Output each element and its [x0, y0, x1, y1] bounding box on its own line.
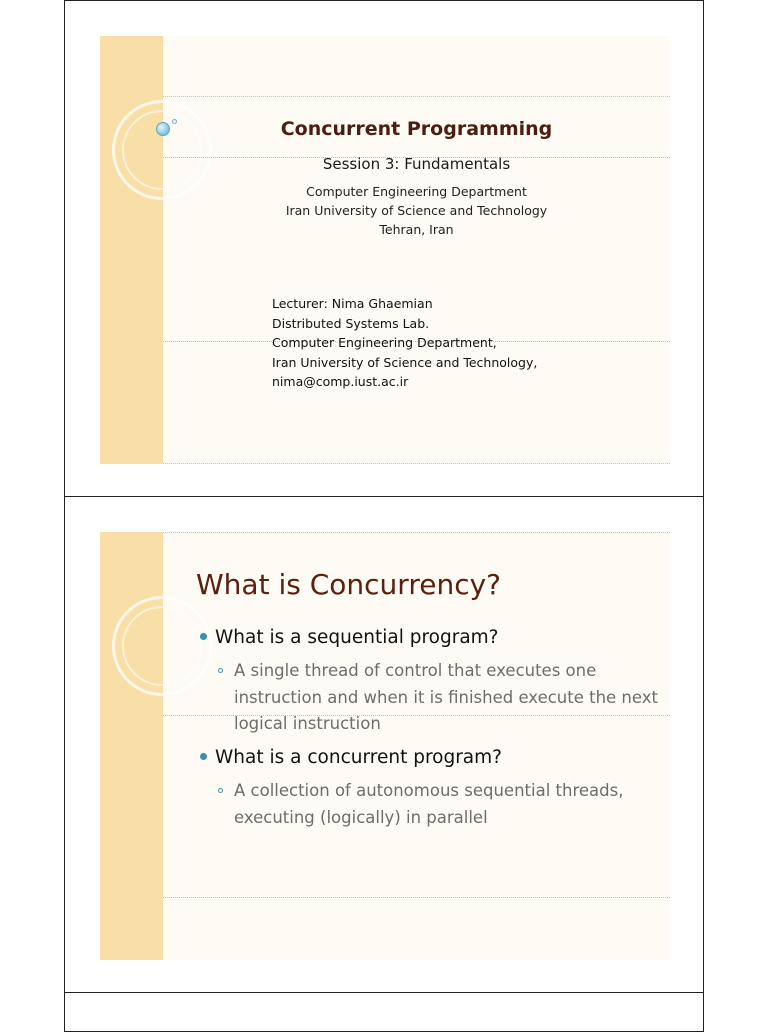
bullet-item: [200, 747, 502, 768]
title-slide: [100, 36, 670, 464]
decorative-arc-inner: [122, 606, 202, 686]
affiliation-line: Iran University of Science and Technology: [285, 203, 548, 218]
bullet-text: What is a sequential program?: [215, 627, 499, 648]
sub-bullet-ring-icon: [218, 668, 223, 673]
sub-bullet-text: A single thread of control that executes one instruction and when it is finished execute the next logical instruction: [234, 661, 658, 733]
lecturer-email: nima@comp.iust.ac.ir: [272, 374, 409, 389]
slide-title: Concurrent Programming: [280, 118, 553, 140]
affiliation-line: Tehran, Iran: [379, 222, 454, 237]
lecturer-line: Iran University of Science and Technology,: [272, 354, 538, 370]
bullet-item: [200, 627, 499, 648]
sub-bullet-ring-icon: [218, 788, 223, 793]
lecturer-line: Computer Engineering Department,: [272, 335, 497, 350]
lecturer-line: Lecturer: Nima Ghaemian: [272, 296, 433, 311]
bullet-dot-icon: [200, 753, 207, 760]
affiliation-line: Computer Engineering Department: [306, 184, 527, 199]
lecturer-line: Distributed Systems Lab.: [272, 315, 430, 331]
content-slide: [100, 532, 670, 960]
lecturer-block: [272, 294, 537, 392]
slide-title: What is Concurrency?: [196, 568, 502, 601]
bullet-dot-icon: [200, 633, 207, 640]
slide-page-2: [64, 496, 704, 993]
slide-page-3: [64, 992, 704, 1032]
slide-subtitle: Session 3: Fundamentals: [322, 155, 511, 173]
divider-line: [163, 96, 670, 97]
affiliation-block: [163, 182, 670, 239]
slide-page-1: [64, 0, 704, 497]
divider-line: [163, 897, 670, 898]
divider-line: [163, 532, 670, 533]
sub-bullet-text: A collection of autonomous sequential threads, executing (logically) in parallel: [234, 781, 624, 827]
bullet-text: What is a concurrent program?: [215, 747, 502, 768]
sub-bullet-item: [218, 658, 658, 738]
divider-line: [163, 463, 670, 464]
sub-bullet-item: [218, 778, 658, 831]
